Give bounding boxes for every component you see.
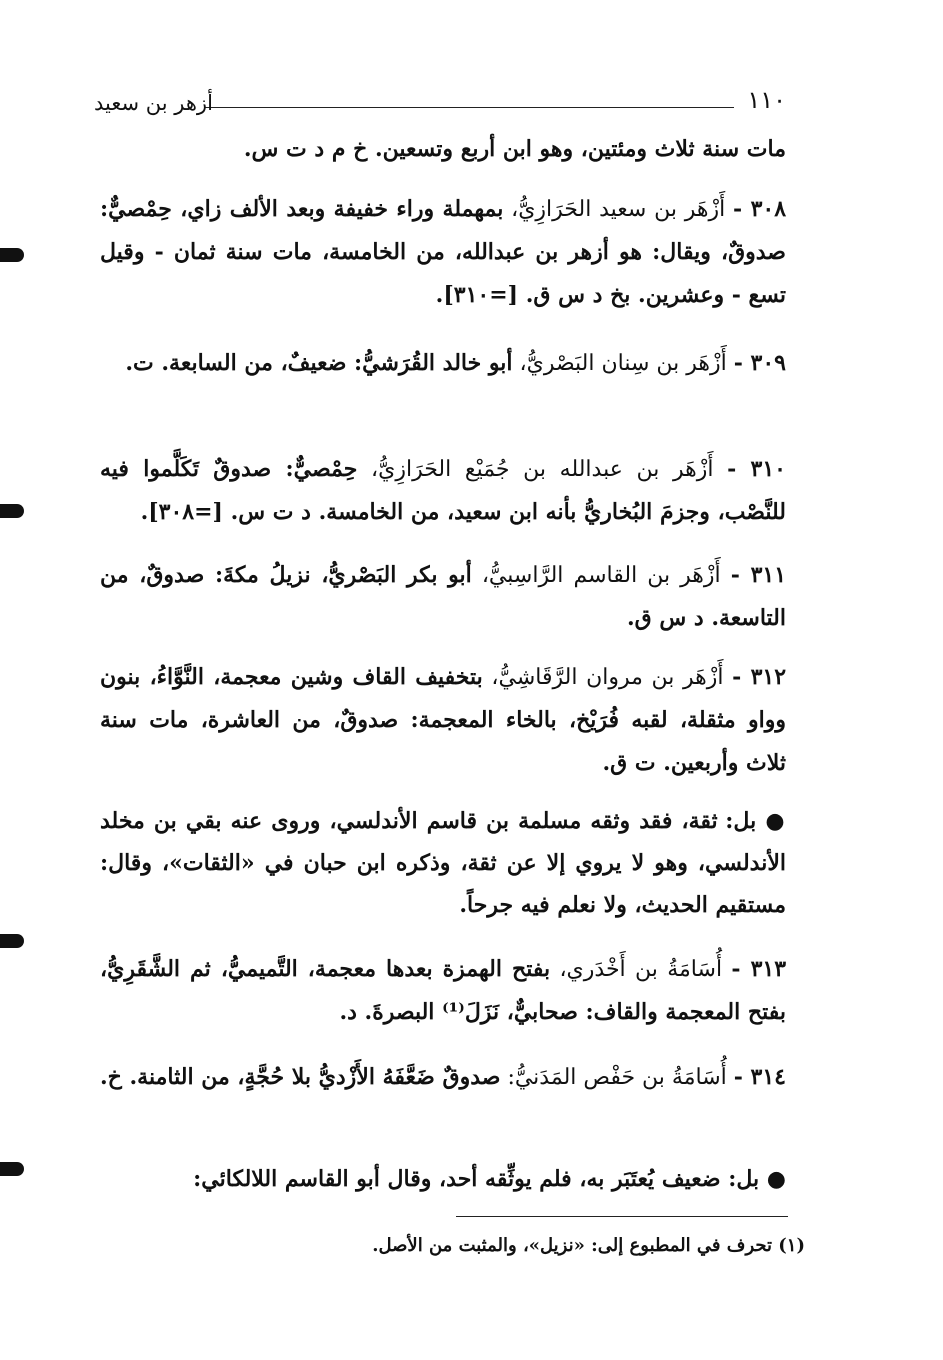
entry-number: ٣١٢ - [732, 664, 787, 690]
margin-mark [0, 504, 24, 518]
entry-text: بفتح الهمزة بعدها معجمة، التَّميميُّ، ثم الشَّقَرِيُّ، بفتح المعجمة والقاف: صحابيٌّ، نَزَلَ⁽¹⁾ البصرةَ. د. [100, 956, 786, 1025]
entry-number: ٣١٣ - [731, 956, 787, 982]
entry-number: ٣٠٨ - [732, 196, 787, 222]
margin-mark [0, 934, 24, 948]
entry-number: ٣١٤ - [733, 1064, 786, 1090]
entry-name: أَزْهَر بن القاسم الرَّاسِبيُّ، [481, 563, 721, 588]
note-text: بل: ثقة، فقد وثقه مسلمة بن قاسم الأندلسي، وروى عنه بقي بن مخلد الأندلسي، وهو لا يروي إلا عن ثقة، وذكره ابن حبان في «الثقات»، وقال: مستقيم الحديث، ولا نعلم فيه جرحاً. [100, 808, 786, 918]
running-title: أزهر بن سعيد [94, 91, 213, 115]
entry-311 [100, 554, 786, 640]
entry-name: أَزْهَر بن سِنان البَصْريُّ، [519, 351, 727, 376]
entry-text: بتخفيف القاف وشين معجمة، النَّوَّاءُ، بنون وواو مثقلة، لقبه فُرَيْخ، بالخاء المعجمة: صدوقٌ، من العاشرة، مات سنة ثلاث وأربعين. ت ق. [100, 664, 786, 776]
entry-text: صدوقٌ ضَعَّفَهُ الأَزْديُّ بلا حُجَّةٍ، من الثامنة. خ. [100, 1064, 501, 1090]
footnote-rule [456, 1216, 788, 1217]
entry-number: ٣١١ - [730, 562, 787, 588]
entry-314 [100, 1056, 786, 1099]
bullet-icon: ● [766, 1166, 786, 1192]
entry-number: ٣١٠ - [727, 456, 786, 482]
entry-name: أَزْهَر بن سعيد الحَرَازِيُّ، [511, 197, 726, 222]
page-number: ١١٠ [747, 86, 786, 114]
entry-number: ٣٠٩ - [733, 350, 786, 376]
note-text: بل: ضعيف يُعتَبَر به، فلم يوثِّقه أحد، وقال أبو القاسم اللالكائي: [193, 1166, 760, 1192]
entry-313 [100, 948, 786, 1034]
editor-note-2 [100, 1158, 786, 1200]
entry-312 [100, 656, 786, 785]
editor-note-1 [100, 800, 786, 926]
entry-text: أبو بكر البَصْريُّ، نزيلُ مكةَ: صدوقٌ، من التاسعة. د س ق. [100, 562, 786, 631]
header-rule [204, 107, 734, 108]
footnote: (١) تحرف في المطبوع إلى: «نزيل»، والمثبت من الأصل. [372, 1235, 805, 1256]
entry-text: حِمْصيٌّ: صدوقٌ تَكَلَّموا فيه للنَّصْب، وجزمَ البُخاريُّ بأنه ابن سعيد، من الخامسة. د ت س. [=٣٠٨]. [100, 456, 786, 525]
entry-name: أُسَامَةُ بن حَفْص المَدَنيُّ: [507, 1065, 727, 1090]
page-header [92, 86, 792, 126]
margin-mark [0, 1162, 24, 1176]
entry-name: أَزْهَر بن عبدالله بن جُمَيْع الحَرَازِيُّ، [371, 457, 714, 482]
entry-309 [100, 342, 786, 385]
entry-text: أبو خالد القُرَشيُّ: ضعيفٌ، من السابعة. ت. [125, 350, 513, 376]
entry-text: بمهملة وراء خفيفة وبعد الألف زاي، حِمْصيٌّ: صدوقٌ، ويقال: هو أزهر بن عبدالله، من الخامسة، مات سنة ثمان - وقيل تسع - وعشرين. بخ د س ق. [=٣١٠]. [100, 196, 786, 308]
entry-308 [100, 188, 786, 317]
margin-mark [0, 248, 24, 262]
entry-name: أُسَامَةُ بن أَخْدَري، [559, 957, 723, 982]
bullet-icon: ● [765, 808, 786, 834]
entry-310 [100, 448, 786, 534]
paragraph-continuation: مات سنة ثلاث ومئتين، وهو ابن أربع وتسعين. خ م د ت س. [243, 136, 786, 162]
entry-name: أَزْهَر بن مروان الرَّقَاشِيُّ، [491, 665, 724, 690]
